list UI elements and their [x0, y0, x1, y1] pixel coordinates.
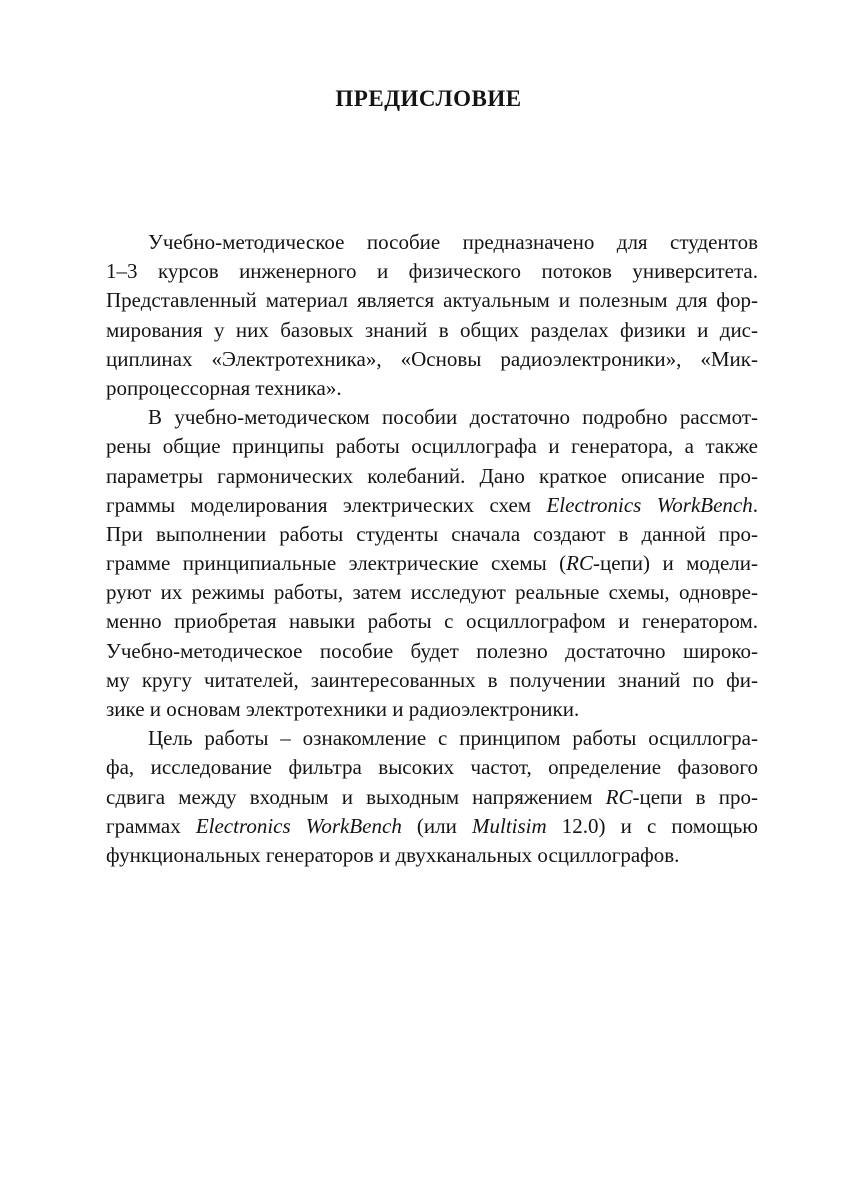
text-line [106, 724, 758, 753]
text-segment: граммы моделирования электрических схем [106, 492, 547, 517]
text-segment: граммах [106, 813, 196, 838]
text-line [106, 520, 758, 549]
text-segment: 1–3 курсов инженерного и физического потоков университета. [106, 259, 758, 284]
text-segment: -цепи в про- [632, 784, 758, 809]
text-segment: грамме принципиальные электрические схемы ( [106, 551, 567, 576]
text-line [106, 316, 758, 345]
body-text [106, 228, 758, 870]
text-segment: циплинах «Электротехника», «Основы радиоэлектроники», «Мик- [106, 346, 758, 371]
text-line [106, 549, 758, 578]
text-segment: мирования у них базовых знаний в общих разделах физики и дис- [106, 317, 758, 342]
text-segment: При выполнении работы студенты сначала создают в данной про- [106, 521, 758, 546]
text-line [106, 841, 758, 870]
text-line [106, 257, 758, 286]
text-segment: рены общие принципы работы осциллографа и генератора, а также [106, 434, 758, 459]
text-segment: функциональных генераторов и двухканальных осциллографов. [106, 842, 680, 867]
text-segment: му кругу читателей, заинтересованных в получении знаний по фи- [106, 667, 758, 692]
text-line [106, 783, 758, 812]
text-segment: Цель работы – ознакомление с принципом работы осциллогра- [148, 726, 758, 751]
text-segment: сдвига между входным и выходным напряжением [106, 784, 606, 809]
text-line [106, 695, 758, 724]
paragraph [106, 724, 758, 870]
text-segment: ропроцессорная техника». [106, 375, 342, 400]
text-segment: зике и основам электротехники и радиоэлектроники. [106, 697, 580, 721]
paragraph [106, 403, 758, 724]
text-line [106, 491, 758, 520]
text-line [106, 607, 758, 636]
italic-term: Electronics WorkBench [546, 492, 753, 517]
italic-term: RC [605, 784, 633, 809]
text-segment: менно приобретая навыки работы с осциллографом и генератором. [106, 609, 758, 634]
italic-term: Multisim [472, 813, 547, 838]
text-line [106, 637, 758, 666]
text-line [106, 462, 758, 491]
text-line [106, 228, 758, 257]
page-title: ПРЕДИСЛОВИЕ [335, 86, 522, 111]
text-line [106, 812, 758, 841]
text-segment: В учебно-методическом пособии достаточно подробно рассмот- [148, 405, 758, 430]
text-line [106, 374, 758, 403]
italic-term: Electronics WorkBench [195, 813, 402, 838]
paragraph [106, 228, 758, 403]
text-segment: фа, исследование фильтра высоких частот, определение фазового [106, 755, 758, 780]
text-segment: 12.0) и с помощью [546, 813, 758, 838]
text-segment: (или [401, 813, 472, 838]
text-line [106, 403, 758, 432]
text-segment: -цепи) и модели- [593, 551, 758, 576]
text-line [106, 286, 758, 315]
text-line [106, 578, 758, 607]
text-segment: руют их режимы работы, затем исследуют реальные схемы, одновре- [106, 580, 758, 605]
text-segment: Учебно-методическое пособие предназначено для студентов [148, 230, 758, 254]
italic-term: RC [566, 551, 593, 576]
text-line [106, 666, 758, 695]
text-line [106, 432, 758, 461]
text-segment: параметры гармонических колебаний. Дано краткое описание про- [106, 463, 758, 488]
text-segment: Представленный материал является актуальным и полезным для фор- [106, 288, 758, 313]
text-line [106, 345, 758, 374]
text-line [106, 753, 758, 782]
text-segment: Учебно-методическое пособие будет полезно достаточно широко- [106, 638, 758, 663]
text-segment: . [752, 492, 758, 517]
